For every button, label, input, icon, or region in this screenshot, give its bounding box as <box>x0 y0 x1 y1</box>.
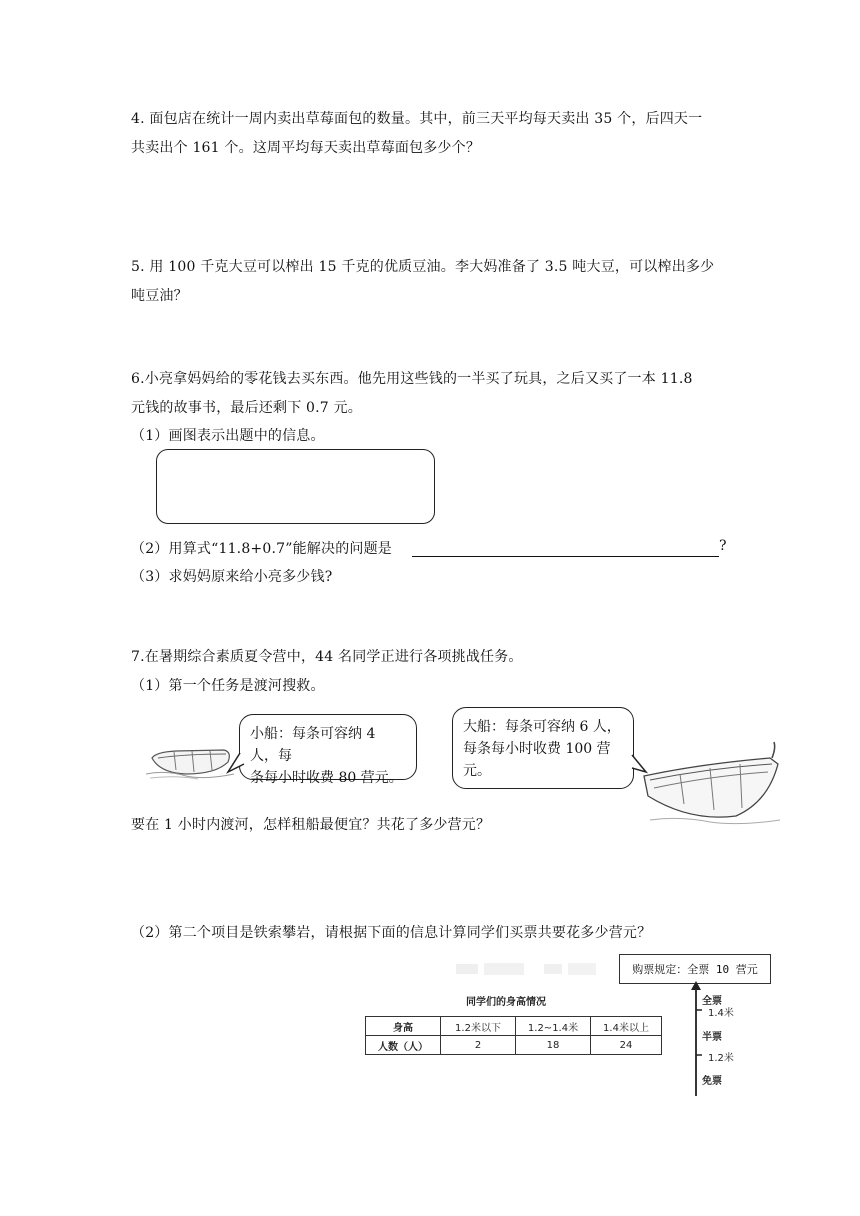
table-header-row <box>366 1017 662 1036</box>
q6-sub-2-end: ? <box>719 538 727 554</box>
table-header-cell: 1.2~1.4米 <box>516 1017 591 1036</box>
scale-half-ticket: 半票 <box>702 1032 722 1043</box>
table-cell: 2 <box>441 1036 516 1055</box>
scale-tick-low: 1.2米 <box>708 1053 734 1064</box>
answer-blank-line[interactable] <box>412 556 719 557</box>
q7-line-1: 7.在暑期综合素质夏令营中，44 名同学正进行各项挑战任务。 <box>131 649 523 665</box>
q7-sub-1: （1）第一个任务是渡河搜救。 <box>131 678 325 694</box>
small-bubble-tail <box>226 752 246 776</box>
big-boat-illustration <box>640 736 785 828</box>
scale-full-ticket: 全票 <box>702 996 722 1007</box>
q7-question-1: 要在 1 小时内渡河，怎样租船最便宜？共花了多少营元？ <box>131 817 491 833</box>
scale-free-ticket: 免票 <box>702 1076 722 1087</box>
scale-tick-high: 1.4米 <box>708 1008 734 1019</box>
small-boat-text-2: 条每小时收费 80 营元。 <box>250 770 403 786</box>
big-boat-text-3: 元。 <box>463 763 491 779</box>
q6-line-1: 6.小亮拿妈妈给的零花钱去买东西。他先用这些钱的一半买了玩具，之后又买了一本 11.8 <box>131 371 693 387</box>
big-boat-text-2: 每条每小时收费 100 营 <box>463 741 611 757</box>
faded-scan-marks <box>452 958 602 980</box>
table-cell: 24 <box>591 1036 662 1055</box>
big-boat-text-1: 大船：每条可容纳 6 人， <box>463 719 621 735</box>
small-boat-illustration <box>146 740 236 780</box>
small-boat-text-1: 小船：每条可容纳 4 人，每 <box>250 726 376 764</box>
q6-sub-1: （1）画图表示出题中的信息。 <box>131 428 325 444</box>
table-row <box>366 1036 662 1055</box>
table-header-cell: 1.4米以上 <box>591 1017 662 1036</box>
q4-line-1: 4. 面包店在统计一周内卖出草莓面包的数量。其中，前三天平均每天卖出 35 个，后四天一 <box>131 111 703 127</box>
big-boat-bubble <box>452 707 634 789</box>
q7-sub-2: （2）第二个项目是铁索攀岩，请根据下面的信息计算同学们买票共要花多少营元？ <box>131 925 652 941</box>
table-cell: 18 <box>516 1036 591 1055</box>
height-table-title: 同学们的身高情况 <box>466 997 546 1008</box>
q4-line-2: 共卖出个 161 个。这周平均每天卖出草莓面包多少个？ <box>131 140 481 156</box>
q6-sub-3: （3）求妈妈原来给小亮多少钱? <box>131 569 333 585</box>
ticket-rule-text: 购票规定：全票 10 营元 <box>632 963 758 976</box>
q6-line-2: 元钱的故事书，最后还剩下 0.7 元。 <box>131 400 362 416</box>
drawing-answer-box[interactable] <box>156 449 435 524</box>
q5-line-2: 吨豆油？ <box>131 288 188 304</box>
table-header-cell: 身高 <box>366 1017 441 1036</box>
height-table <box>365 1016 662 1055</box>
small-boat-bubble <box>239 714 417 786</box>
q6-sub-2: （2）用算式“11.8+0.7”能解决的问题是 <box>131 541 392 557</box>
q5-line-1: 5. 用 100 千克大豆可以榨出 15 千克的优质豆油。李大妈准备了 3.5 吨大豆，可以榨出多少 <box>131 259 715 275</box>
table-header-cell: 1.2米以下 <box>441 1017 516 1036</box>
table-cell: 人数（人） <box>366 1036 441 1055</box>
